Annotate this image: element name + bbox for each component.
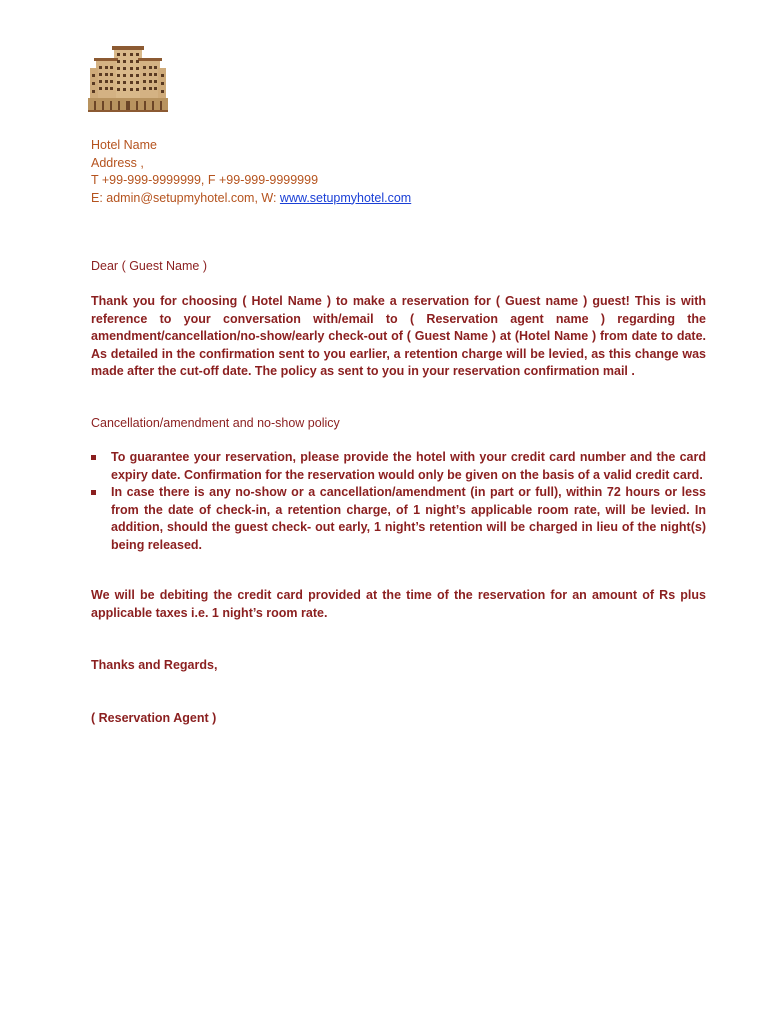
hotel-name: Hotel Name [91, 138, 157, 152]
paragraph-intro: Thank you for choosing ( Hotel Name ) to make a reservation for ( Guest name ) guest! This is with reference to your conversation with/email to ( Reservation agent name ) regarding the amendment/cancellation/no-show/early check-out of ( Guest Name ) at (Hotel Name ) from date to date. As detailed in the confirmation sent to you earlier, a retention charge will be levied, as this change was made after the cut-off date. The policy as sent to you in your reservation confirmation mail . [91, 294, 706, 378]
paragraph-debit: We will be debiting the credit card provided at the time of the reservation for an amount of Rs plus applicable taxes i.e. 1 night’s room rate. [91, 588, 706, 620]
policy-item-text: To guarantee your reservation, please provide the hotel with your credit card number and the card expiry date. Confirmation for the reservation would only be given on the basis of a valid credit card. [111, 450, 706, 482]
list-item [91, 449, 706, 484]
list-item [91, 484, 706, 554]
signature-name: ( Reservation Agent ) [91, 711, 217, 725]
website-link[interactable]: www.setupmyhotel.com [279, 190, 412, 205]
bullet-square-icon [91, 490, 96, 495]
bullet-square-icon [91, 455, 96, 460]
policy-list [91, 449, 706, 554]
email-web-line [91, 190, 691, 208]
greeting: Dear ( Guest Name ) [91, 259, 208, 273]
email-text: E: admin@setupmyhotel.com, W: [91, 190, 280, 205]
hotel-building-icon [88, 42, 168, 114]
closing: Thanks and Regards, [91, 658, 218, 672]
hotel-address: Address , [91, 155, 144, 170]
policy-title: Cancellation/amendment and no-show policy [91, 416, 340, 430]
letterhead [91, 137, 691, 207]
phone-fax-line: T +99-999-9999999, F +99-999-9999999 [91, 173, 319, 187]
policy-item-text: In case there is any no-show or a cancellation/amendment (in part or full), within 72 hours or less from the date of check-in, a retention charge, of 1 night’s applicable room rate, will be levied. In addition, should the guest check- out early, 1 night’s retention will be charged in lieu of the night(s) being released. [111, 485, 706, 552]
